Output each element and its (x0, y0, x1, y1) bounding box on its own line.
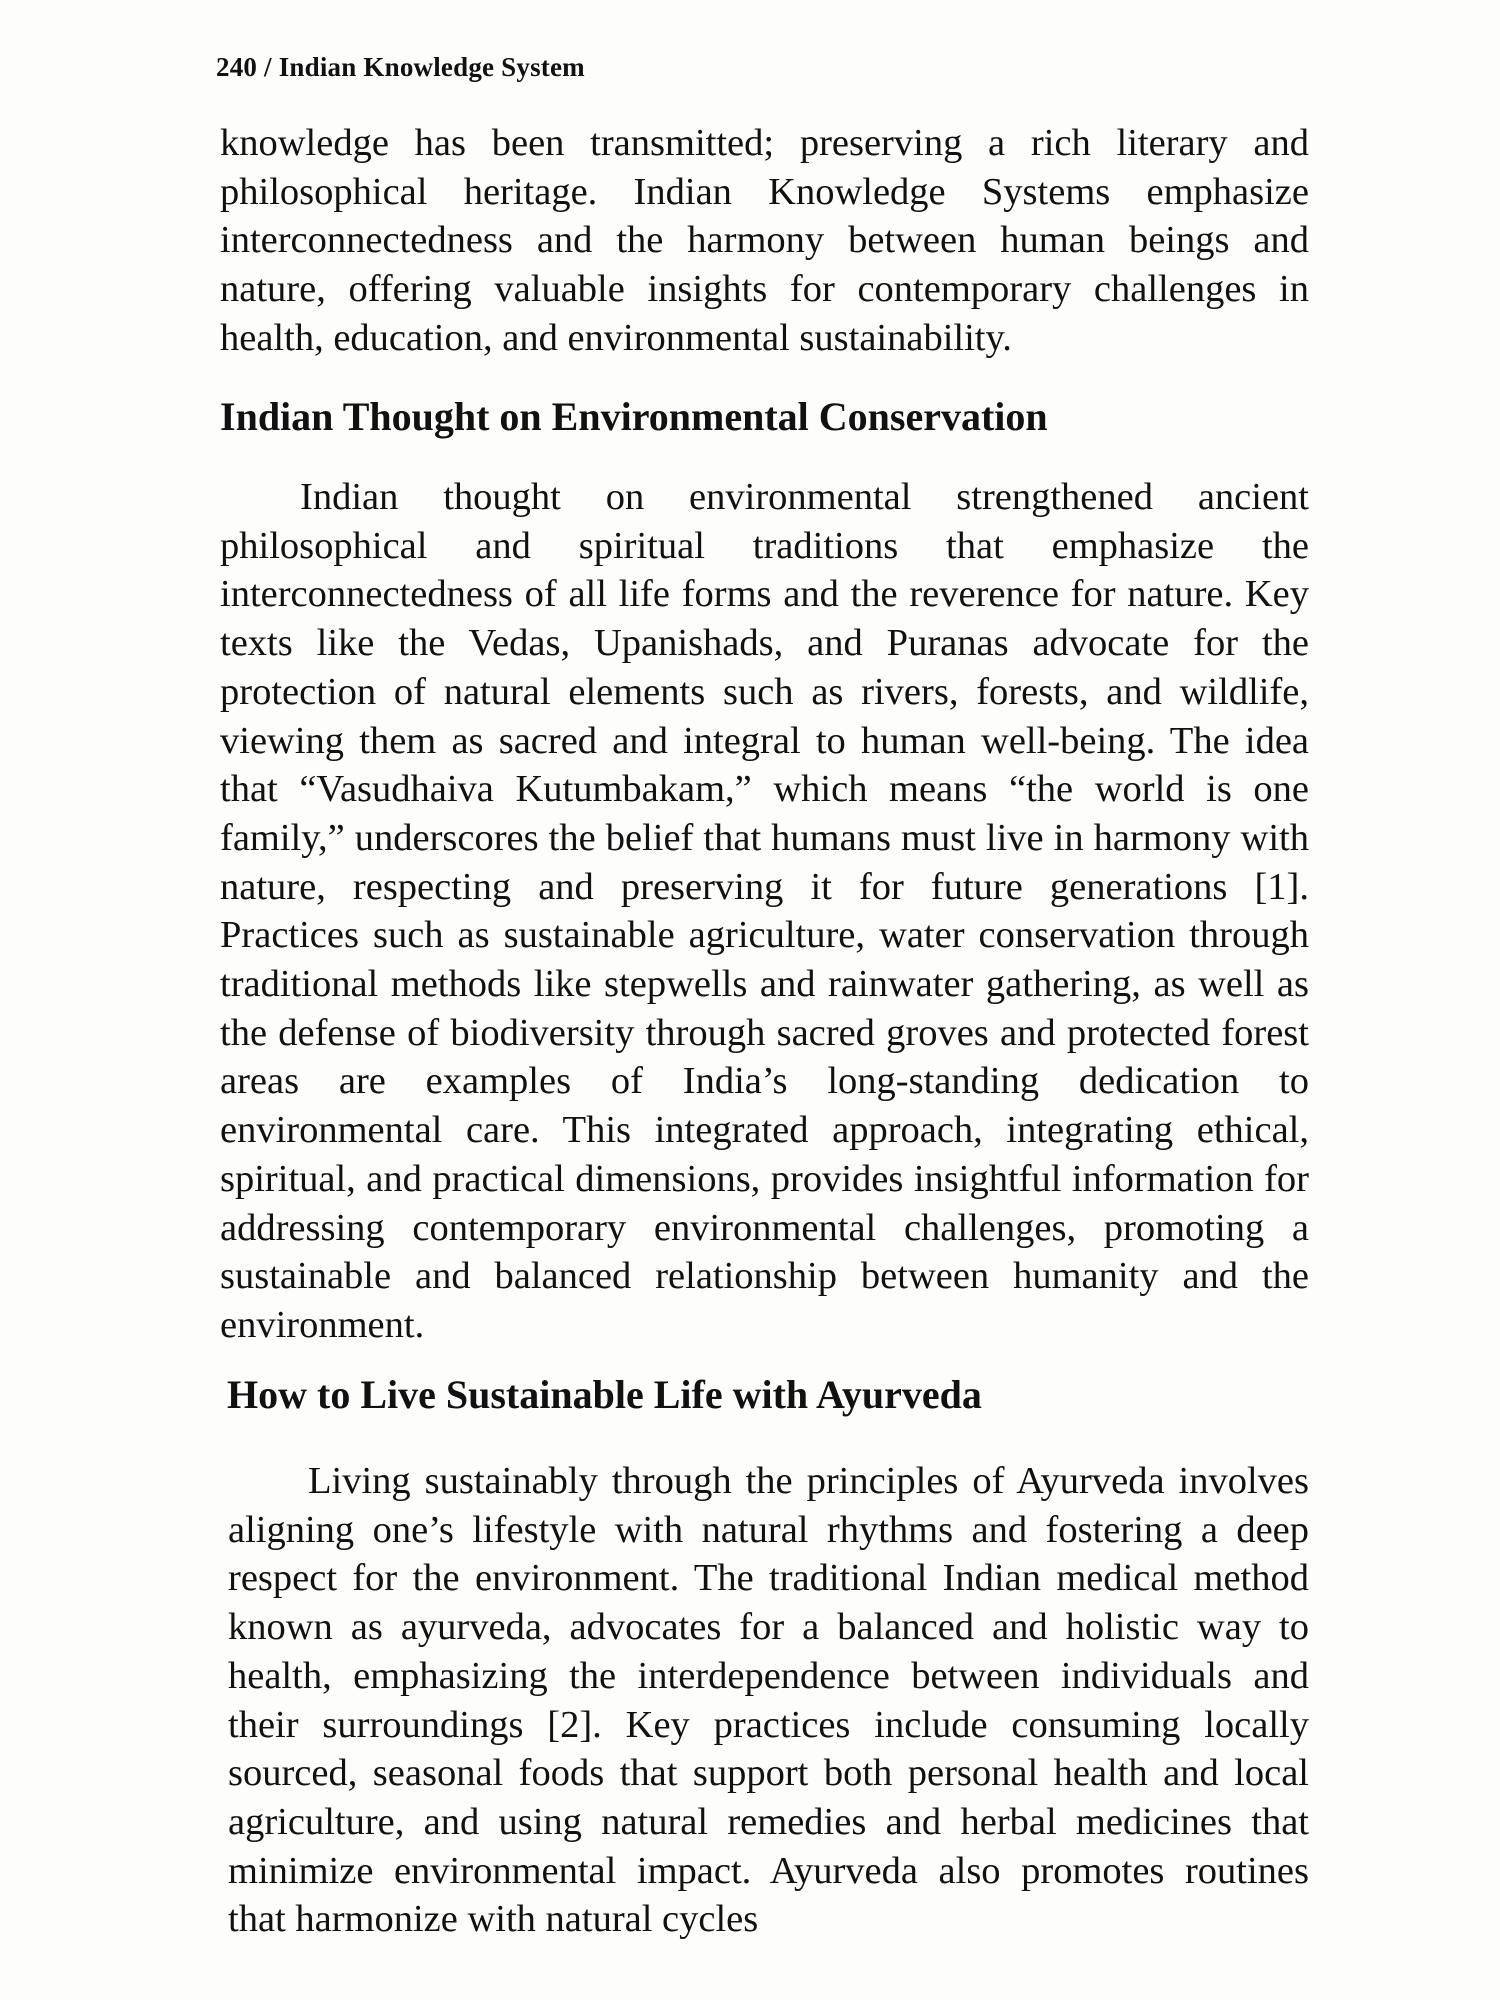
section-heading-ayurveda: How to Live Sustainable Life with Ayurveda (227, 1372, 982, 1417)
intro-paragraph: knowledge has been transmitted; preserving a rich literary and philosophical heritage. Indian Knowledge Systems emphasize interconnectedness and the harmony between human beings and nature, offering valuable insights for contemporary challenges in health, education, and environmental sustainability. (220, 122, 1309, 359)
paragraph-ayurveda: Living sustainably through the principles of Ayurveda involves aligning one’s lifestyle with natural rhythms and fostering a deep respect for the environment. The traditional Indian medical method known as ayurveda, advocates for a balanced and holistic way to health, emphasizing the interdependence between individuals and their surroundings [2]. Key practices include consuming locally sourced, seasonal foods that support both personal health and local agriculture, and using natural remedies and herbal medicines that minimize environmental impact. Ayurveda also promotes routines that harmonize with natural cycles (228, 1460, 1309, 1941)
paragraph-environmental-conservation: Indian thought on environmental strengthened ancient philosophical and spiritual traditions that emphasize the interconnectedness of all life forms and the reverence for nature. Key texts like the Vedas, Upanishads, and Puranas advocate for the protection of natural elements such as rivers, forests, and wildlife, viewing them as sacred and integral to human well-being. The idea that “Vasudhaiva Kutumbakam,” which means “the world is one family,” underscores the belief that humans must live in harmony with nature, respecting and preserving it for future generations [1]. Practices such as sustainable agriculture, water conservation through traditional methods like stepwells and rainwater gathering, as well as the defense of biodiversity through sacred groves and protected forest areas are examples of India’s long-standing dedication to environmental care. This integrated approach, integrating ethical, spiritual, and practical dimensions, provides insightful information for addressing contemporary environmental challenges, promoting a sustainable and balanced relationship between humanity and the environment. (220, 476, 1309, 1346)
section-heading-environmental-conservation: Indian Thought on Environmental Conservation (220, 394, 1048, 439)
running-head: 240 / Indian Knowledge System (216, 52, 585, 82)
